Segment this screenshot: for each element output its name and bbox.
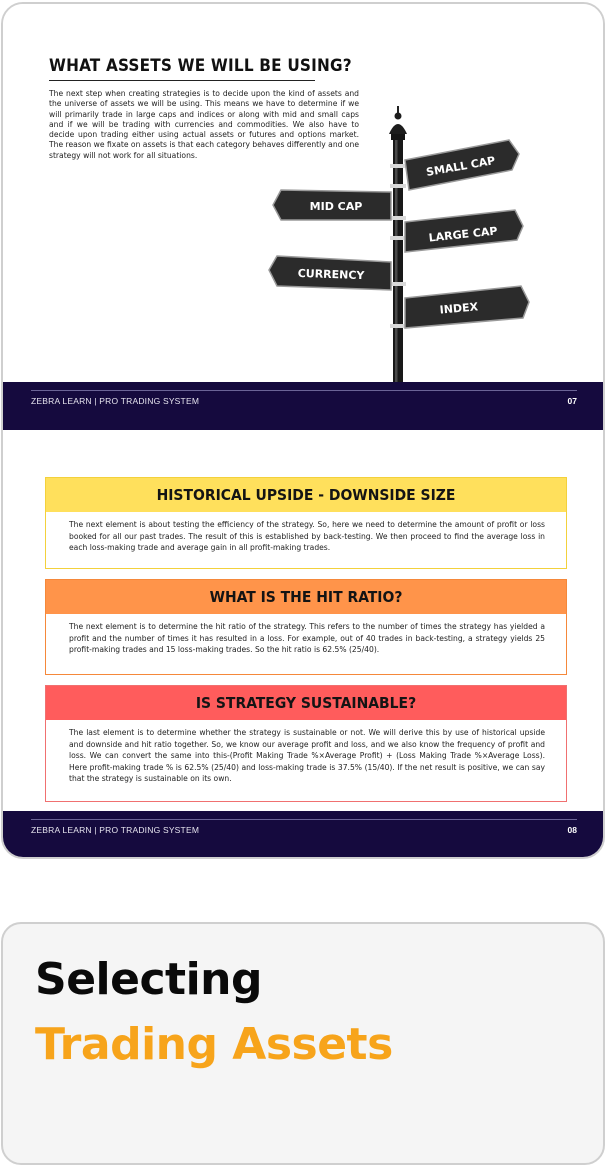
sign-label: LARGE CAP bbox=[428, 224, 499, 245]
page-07 bbox=[3, 4, 603, 434]
sign-label: CURRENCY bbox=[297, 266, 365, 283]
document-preview-card bbox=[1, 2, 605, 859]
banner-title-line2: Trading Assets bbox=[35, 1019, 393, 1070]
section-historical-upside-downside bbox=[45, 477, 567, 569]
intro-paragraph: The next step when creating strategies is to decide upon the kind of assets and the universe of assets we will be using. This means we have to determine if we will primarily trade in large caps and indices or along with mid and small caps and if we will be trading with currencies and commodities. We also have to decide upon trading either using actual assets or futures and options market. The reason we fixate on assets is that each category behaves differently and one strategy will not work for all situations. bbox=[49, 89, 360, 160]
sign-currency bbox=[269, 256, 391, 290]
title-underline bbox=[49, 80, 315, 81]
section-heading: WHAT IS THE HIT RATIO? bbox=[46, 580, 566, 614]
section-body: The next element is about testing the efficiency of the strategy. So, here we need to determine the amount of profit or loss booked for all our past trades. The result of this is established by back-testing. We then proceed to find the average loss in each loss-making trade and average gain in all profit-making trades. bbox=[69, 520, 545, 553]
sign-large-cap bbox=[405, 210, 523, 252]
section-strategy-sustainable bbox=[45, 685, 567, 802]
page-footer bbox=[3, 811, 603, 859]
page-footer bbox=[3, 382, 603, 430]
sign-label: INDEX bbox=[439, 300, 479, 317]
footer-rule bbox=[31, 819, 577, 820]
section-hit-ratio bbox=[45, 579, 567, 675]
title-banner bbox=[1, 922, 605, 1165]
sign-small-cap bbox=[405, 140, 519, 190]
signpost-illustration bbox=[265, 106, 535, 386]
footer-rule bbox=[31, 390, 577, 391]
page-number: 07 bbox=[567, 396, 577, 406]
section-heading: HISTORICAL UPSIDE - DOWNSIDE SIZE bbox=[46, 478, 566, 512]
footer-brand: ZEBRA LEARN | PRO TRADING SYSTEM bbox=[31, 825, 200, 835]
section-heading: IS STRATEGY SUSTAINABLE? bbox=[46, 686, 566, 720]
page-title: WHAT ASSETS WE WILL BE USING? bbox=[49, 56, 352, 76]
section-body: The next element is to determine the hit ratio of the strategy. This refers to the number of times the strategy has yielded a profit and the number of times it has resulted in a loss. For example, out of 40 trades in back-testing, a strategy yields 25 profit-making trades and 15 loss-making trades. So the hit ratio is 62.5% (25/40). bbox=[69, 622, 545, 655]
banner-title-line1: Selecting bbox=[35, 954, 262, 1005]
sign-mid-cap bbox=[273, 190, 391, 220]
sign-label: MID CAP bbox=[309, 200, 363, 213]
sign-index bbox=[405, 286, 529, 328]
page-number: 08 bbox=[567, 825, 577, 835]
footer-brand: ZEBRA LEARN | PRO TRADING SYSTEM bbox=[31, 396, 200, 406]
sign-label: SMALL CAP bbox=[425, 154, 497, 179]
section-body: The last element is to determine whether the strategy is sustainable or not. We will derive this by use of historical upside and downside and hit ratio together. So, we know our average profit and loss, and we also know the frequency of profit and loss. We can convert the same into this-(Profit Making Trade %×Average Profit) + (Loss Making Trade %×Average Loss). Here profit-making trade % is 62.5% (25/40) and loss-making trade is 37.5% (15/40). If the net result is positive, we can say that the strategy is sustainable on its own. bbox=[69, 728, 545, 784]
